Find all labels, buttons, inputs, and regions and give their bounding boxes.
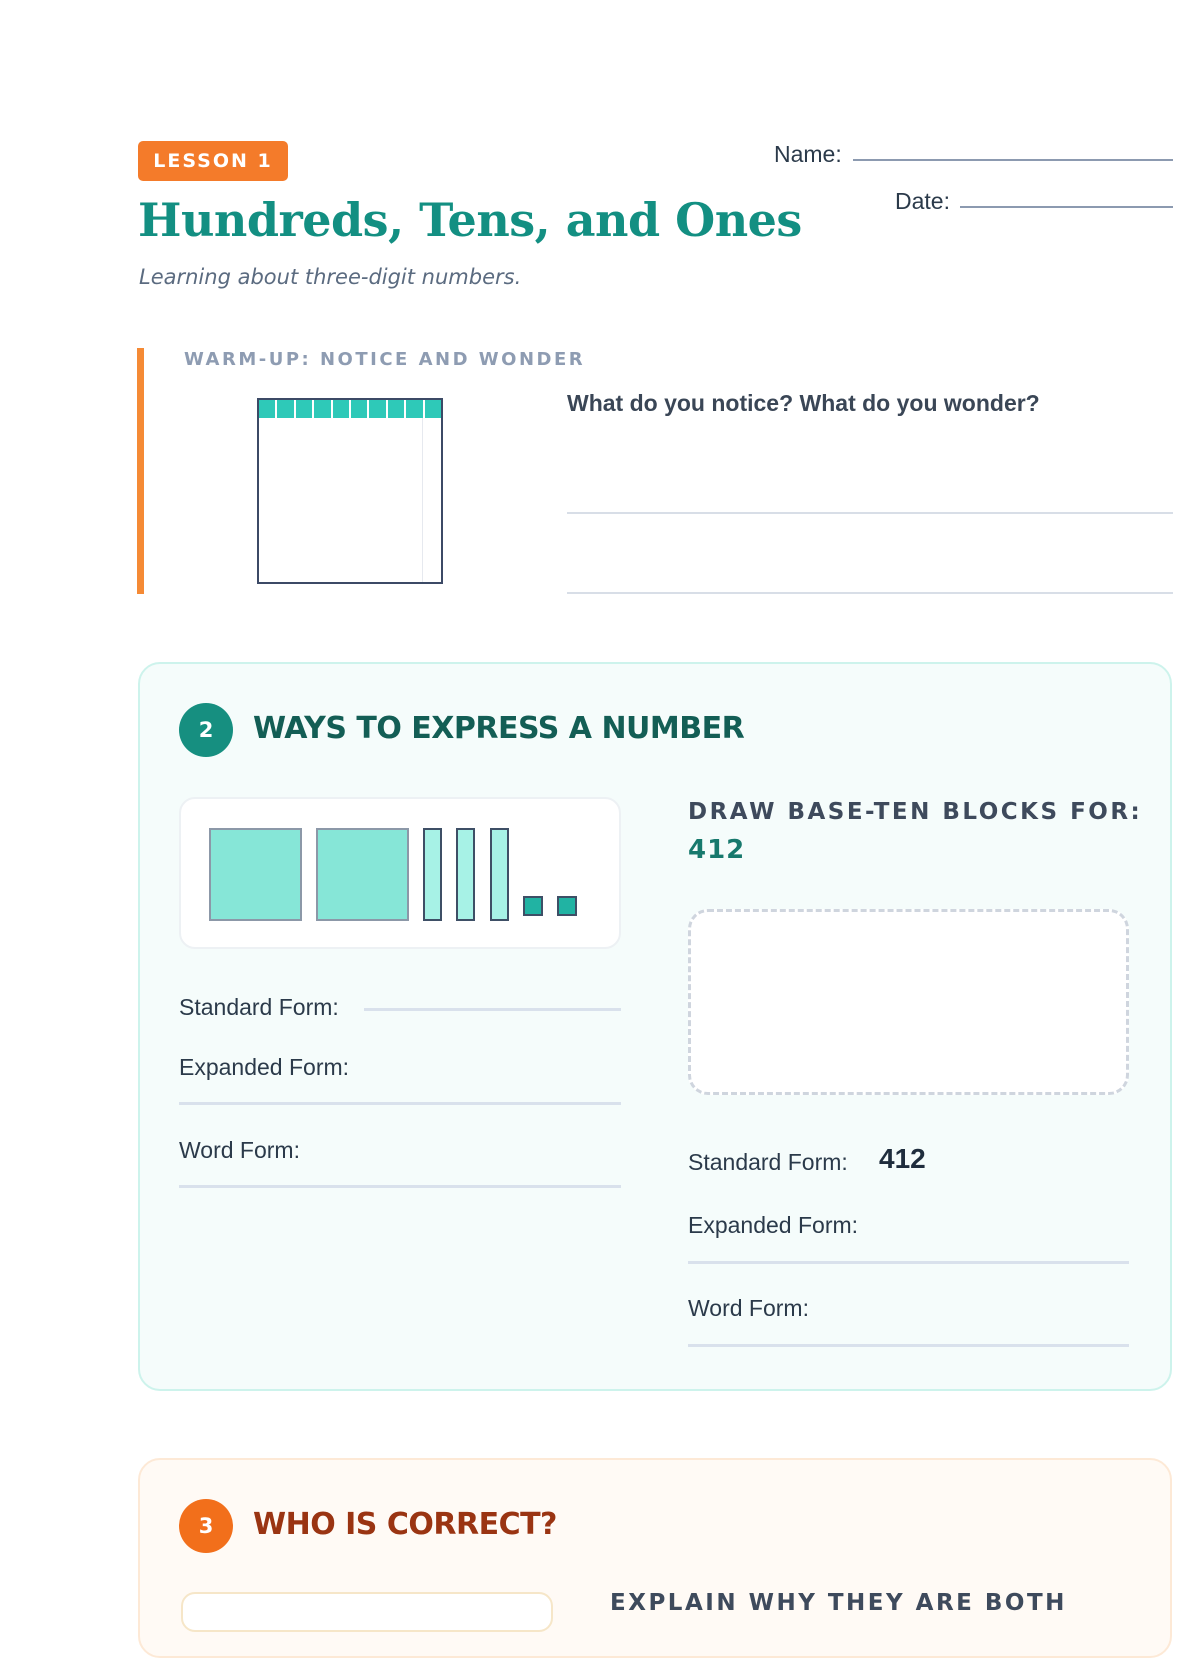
ten-rod xyxy=(423,828,442,921)
lesson-badge: LESSON 1 xyxy=(138,141,288,181)
one-cube xyxy=(523,896,543,916)
section-2-title: WAYS TO EXPRESS A NUMBER xyxy=(253,711,745,746)
flat-top-row xyxy=(259,400,441,418)
word-form-label: Word Form: xyxy=(688,1295,809,1321)
ten-rod xyxy=(456,828,475,921)
name-field[interactable] xyxy=(853,159,1173,161)
name-label: Name: xyxy=(774,141,842,167)
hundred-block xyxy=(209,828,302,921)
standard-form-label: Standard Form: xyxy=(688,1149,848,1175)
date-label: Date: xyxy=(895,188,950,214)
warmup-answer-line[interactable] xyxy=(567,592,1173,594)
standard-form-field[interactable] xyxy=(364,1008,621,1011)
warmup-accent-bar xyxy=(137,348,144,594)
warmup-answer-line[interactable] xyxy=(567,512,1173,514)
warmup-question: What do you notice? What do you wonder? xyxy=(567,390,1040,416)
date-field[interactable] xyxy=(960,206,1173,208)
flat-right-column xyxy=(422,418,423,582)
explain-heading: EXPLAIN WHY THEY ARE BOTH xyxy=(610,1590,1067,1616)
draw-blocks-heading: DRAW BASE-TEN BLOCKS FOR: xyxy=(688,799,1143,825)
section-3-title: WHO IS CORRECT? xyxy=(253,1507,557,1542)
base-ten-blocks-panel xyxy=(179,797,621,949)
ten-rod xyxy=(490,828,509,921)
word-form-field[interactable] xyxy=(688,1344,1129,1347)
expanded-form-label: Expanded Form: xyxy=(179,1054,350,1080)
expanded-form-label: Expanded Form: xyxy=(688,1212,859,1238)
section-3-number: 3 xyxy=(179,1499,233,1553)
hundred-flat-diagram xyxy=(257,398,443,584)
page-title: Hundreds, Tens, and Ones xyxy=(138,193,802,247)
one-cube xyxy=(557,896,577,916)
standard-form-label: Standard Form: xyxy=(179,994,339,1020)
student-work-panel xyxy=(181,1592,553,1632)
section-2-number: 2 xyxy=(179,703,233,757)
word-form-label: Word Form: xyxy=(179,1137,300,1163)
expanded-form-field[interactable] xyxy=(688,1261,1129,1264)
expanded-form-field[interactable] xyxy=(179,1102,621,1105)
warmup-heading: WARM-UP: NOTICE AND WONDER xyxy=(184,349,586,370)
drawing-area[interactable] xyxy=(688,909,1129,1095)
draw-blocks-number: 412 xyxy=(688,835,746,865)
hundred-block xyxy=(316,828,409,921)
word-form-field[interactable] xyxy=(179,1185,621,1188)
standard-form-value: 412 xyxy=(879,1143,926,1174)
page-subtitle: Learning about three-digit numbers. xyxy=(139,265,522,289)
